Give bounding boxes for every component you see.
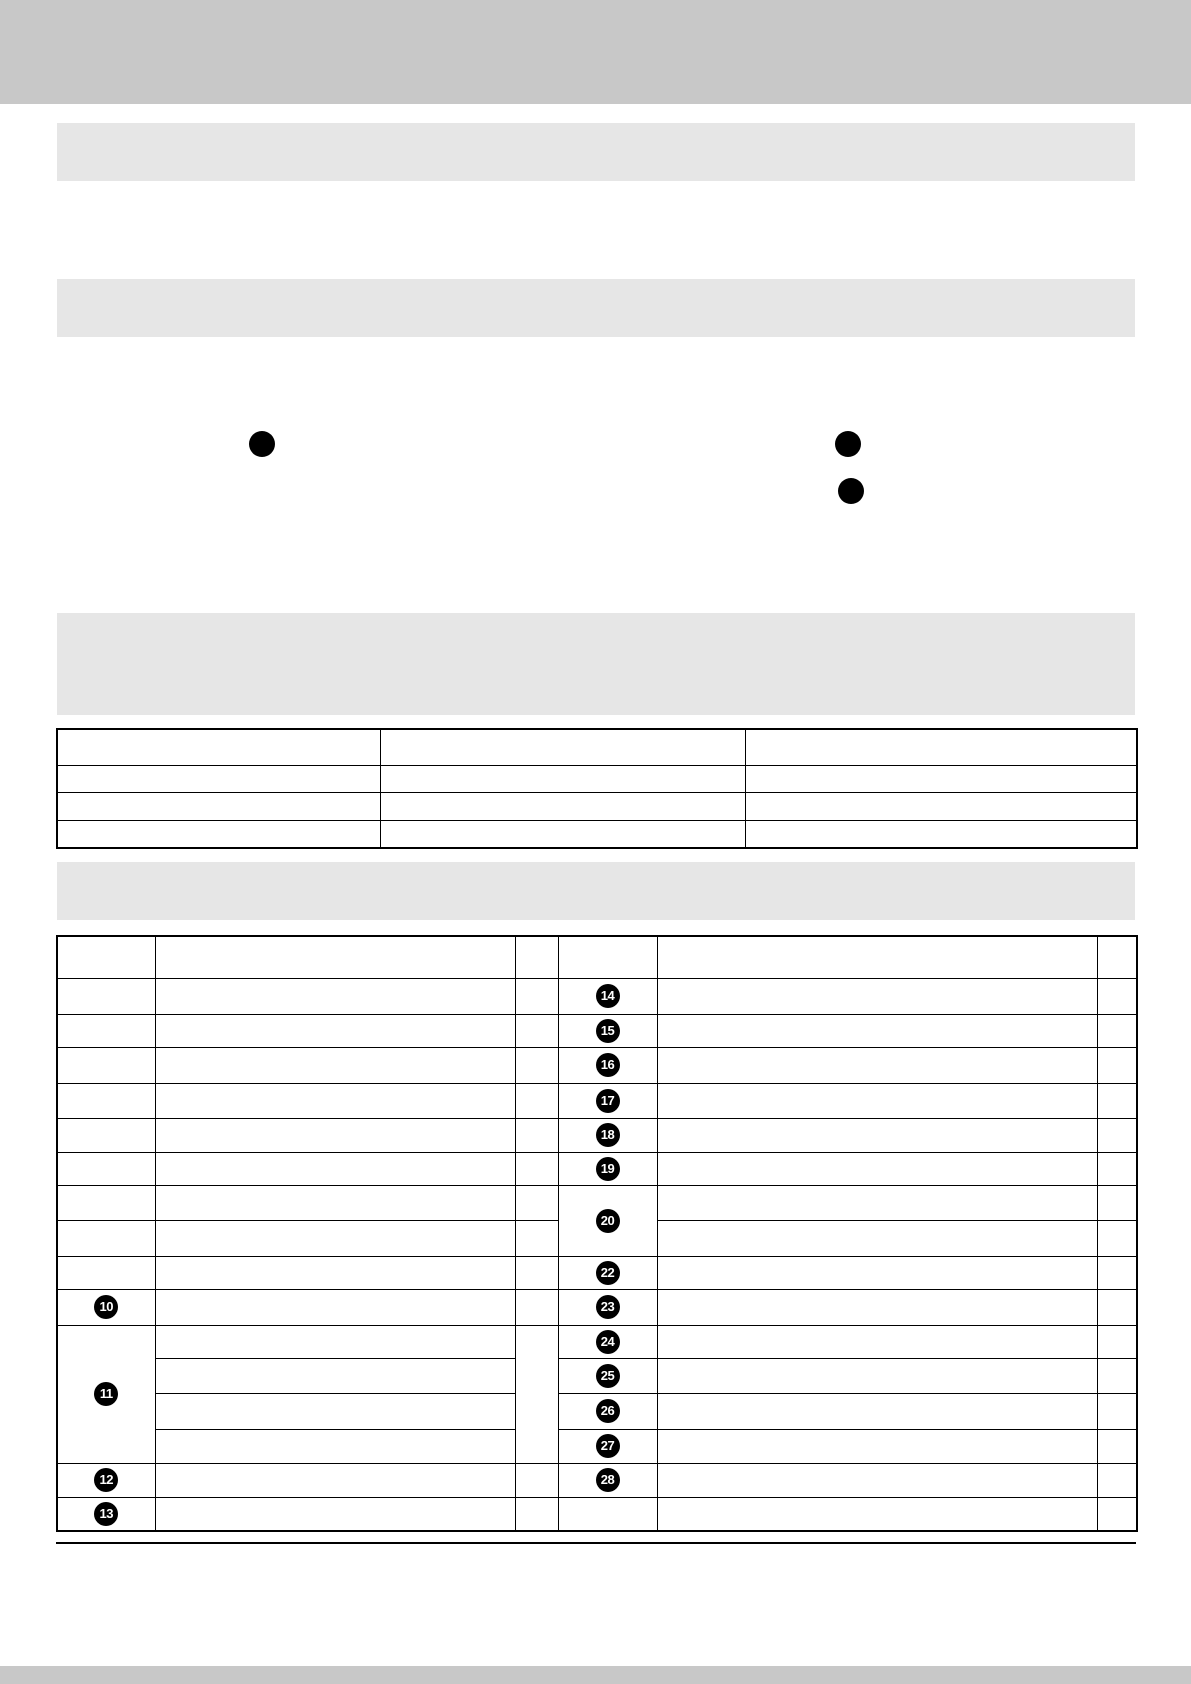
table-row	[57, 1047, 1137, 1083]
table-cell	[657, 1185, 1097, 1220]
callout-marker	[835, 431, 861, 457]
table-cell	[515, 1083, 558, 1118]
section-header-3	[57, 613, 1135, 715]
table-cell	[745, 729, 1137, 765]
part-number-badge: 27	[596, 1434, 620, 1458]
table-cell	[1097, 1463, 1137, 1497]
table-row	[57, 792, 1137, 820]
table-cell	[1097, 1358, 1137, 1393]
table-cell	[57, 1497, 155, 1531]
callout-marker	[838, 478, 864, 504]
footer-rule	[56, 1542, 1136, 1544]
table-cell	[558, 1429, 657, 1463]
table-cell	[155, 1047, 515, 1083]
table-cell	[57, 936, 155, 978]
table-cell	[657, 1220, 1097, 1256]
table-cell	[57, 1185, 155, 1220]
table-row	[57, 936, 1137, 978]
table-cell	[57, 820, 380, 848]
table-cell	[155, 1497, 515, 1531]
table-cell	[155, 1358, 515, 1393]
table-cell	[515, 1185, 558, 1220]
table-row	[57, 1083, 1137, 1118]
table-cell	[515, 978, 558, 1014]
table-cell	[657, 1014, 1097, 1047]
table-cell	[1097, 1289, 1137, 1325]
table-cell	[1097, 1497, 1137, 1531]
part-number-badge: 17	[596, 1089, 620, 1113]
table-cell	[57, 1152, 155, 1185]
table-cell	[657, 1118, 1097, 1152]
table-cell	[558, 1152, 657, 1185]
table-cell	[515, 1152, 558, 1185]
table-cell	[1097, 978, 1137, 1014]
part-number-badge: 15	[596, 1019, 620, 1043]
table-cell	[657, 1429, 1097, 1463]
table-cell	[657, 1358, 1097, 1393]
table-cell	[558, 1047, 657, 1083]
table-cell	[57, 1014, 155, 1047]
table-cell	[1097, 1083, 1137, 1118]
table-cell	[558, 1289, 657, 1325]
table-row	[57, 1497, 1137, 1531]
table-row	[57, 1429, 1137, 1463]
table-cell	[57, 1289, 155, 1325]
part-number-badge: 11	[94, 1382, 118, 1406]
table-cell	[1097, 1429, 1137, 1463]
table-cell	[657, 1393, 1097, 1429]
table-cell	[1097, 1393, 1137, 1429]
top-band	[0, 0, 1191, 104]
table-cell	[380, 765, 745, 792]
table-cell	[155, 1325, 515, 1358]
table-cell	[155, 936, 515, 978]
table-cell	[657, 1256, 1097, 1289]
table-cell	[155, 1118, 515, 1152]
table-cell	[57, 1118, 155, 1152]
table-cell	[57, 1256, 155, 1289]
table-cell	[1097, 1014, 1137, 1047]
table-cell	[1097, 1047, 1137, 1083]
table-row	[57, 1289, 1137, 1325]
table-row	[57, 1463, 1137, 1497]
table-cell	[515, 1497, 558, 1531]
table-cell	[57, 729, 380, 765]
part-number-badge: 24	[596, 1330, 620, 1354]
table-cell	[515, 1118, 558, 1152]
table-cell	[155, 1463, 515, 1497]
part-number-badge: 26	[596, 1399, 620, 1423]
parts-table	[56, 935, 1138, 1532]
part-number-badge: 23	[596, 1295, 620, 1319]
table-cell	[57, 978, 155, 1014]
table-cell	[558, 1256, 657, 1289]
table-row	[57, 1393, 1137, 1429]
table-cell	[657, 936, 1097, 978]
table-cell	[515, 1256, 558, 1289]
table-cell	[1097, 1118, 1137, 1152]
table-cell	[1097, 936, 1137, 978]
table-cell	[515, 1047, 558, 1083]
table-cell	[745, 820, 1137, 848]
table-cell	[515, 1220, 558, 1256]
table-cell	[558, 936, 657, 978]
table-cell	[657, 1497, 1097, 1531]
table-cell	[745, 792, 1137, 820]
part-number-badge: 20	[596, 1209, 620, 1233]
part-number-badge: 14	[596, 984, 620, 1008]
table-cell	[558, 1358, 657, 1393]
table-cell	[1097, 1256, 1137, 1289]
table-cell	[515, 1014, 558, 1047]
part-number-badge: 19	[596, 1157, 620, 1181]
table-cell	[558, 1118, 657, 1152]
table-cell	[657, 1463, 1097, 1497]
table-cell	[57, 792, 380, 820]
callout-marker	[249, 431, 275, 457]
table-cell	[57, 1047, 155, 1083]
table-cell	[515, 1289, 558, 1325]
table-cell	[558, 1463, 657, 1497]
table-cell	[1097, 1325, 1137, 1358]
table-cell	[657, 1289, 1097, 1325]
bottom-band	[0, 1666, 1191, 1684]
part-number-badge: 12	[94, 1468, 118, 1492]
table-cell	[657, 1152, 1097, 1185]
table-row	[57, 1118, 1137, 1152]
table-cell	[657, 978, 1097, 1014]
table-cell	[558, 978, 657, 1014]
table-cell	[380, 820, 745, 848]
table-row	[57, 765, 1137, 792]
table-cell	[155, 1393, 515, 1429]
table-cell	[1097, 1220, 1137, 1256]
table-cell	[515, 936, 558, 978]
table-cell	[657, 1083, 1097, 1118]
table-cell	[657, 1047, 1097, 1083]
section-header-2	[57, 279, 1135, 337]
table-cell	[155, 1185, 515, 1220]
table-row	[57, 978, 1137, 1014]
table-cell	[57, 1083, 155, 1118]
table-row	[57, 1358, 1137, 1393]
table-cell	[745, 765, 1137, 792]
table-cell	[57, 1463, 155, 1497]
table-cell	[657, 1325, 1097, 1358]
table-row	[57, 729, 1137, 765]
part-number-badge: 13	[94, 1502, 118, 1526]
table-cell	[515, 1463, 558, 1497]
table-cell	[57, 1325, 155, 1463]
table-cell	[155, 1256, 515, 1289]
part-number-badge: 10	[94, 1295, 118, 1319]
table-cell	[155, 1220, 515, 1256]
table-cell	[1097, 1185, 1137, 1220]
table-cell	[155, 1289, 515, 1325]
table-cell	[558, 1083, 657, 1118]
part-number-badge: 22	[596, 1261, 620, 1285]
table-cell	[155, 1429, 515, 1463]
table-cell	[1097, 1152, 1137, 1185]
table-cell	[155, 1014, 515, 1047]
table-row	[57, 820, 1137, 848]
table-cell	[155, 1152, 515, 1185]
table-cell	[558, 1497, 657, 1531]
section-header-4	[57, 862, 1135, 920]
part-number-badge: 18	[596, 1123, 620, 1147]
table-cell	[155, 1083, 515, 1118]
part-number-badge: 28	[596, 1468, 620, 1492]
section-header-1	[57, 123, 1135, 181]
table-cell	[57, 765, 380, 792]
table-cell	[558, 1185, 657, 1256]
table-cell	[380, 729, 745, 765]
spec-table	[56, 728, 1138, 849]
table-cell	[558, 1393, 657, 1429]
table-cell	[558, 1325, 657, 1358]
table-row	[57, 1185, 1137, 1220]
table-cell	[515, 1325, 558, 1463]
table-row	[57, 1014, 1137, 1047]
table-row	[57, 1325, 1137, 1358]
table-cell	[558, 1014, 657, 1047]
table-row	[57, 1256, 1137, 1289]
table-cell	[380, 792, 745, 820]
table-row	[57, 1152, 1137, 1185]
part-number-badge: 16	[596, 1053, 620, 1077]
table-cell	[57, 1220, 155, 1256]
table-cell	[155, 978, 515, 1014]
part-number-badge: 25	[596, 1364, 620, 1388]
